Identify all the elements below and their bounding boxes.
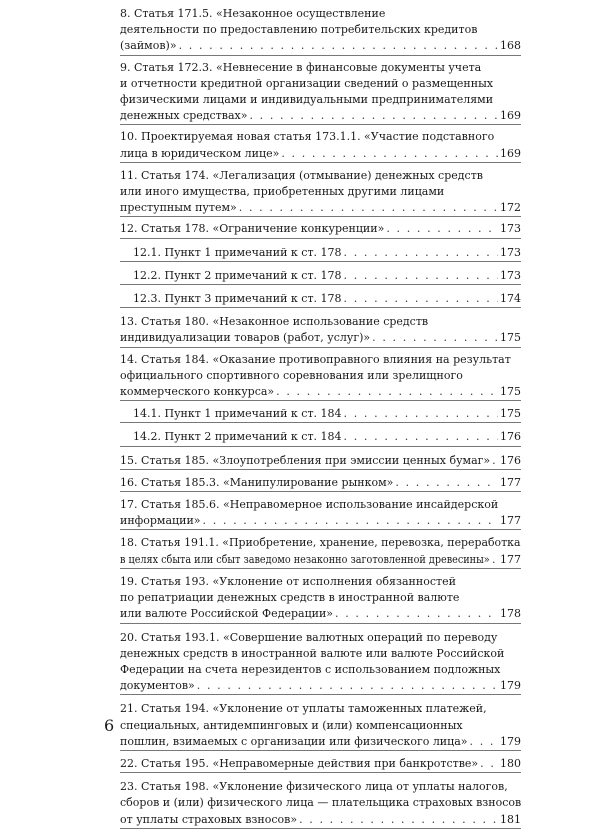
toc-entry-page-number: 169 xyxy=(500,146,521,160)
toc-entry-text-line: физическими лицами и индивидуальными предпринимателями xyxy=(120,93,494,107)
toc-entry-text-line: по репатриации денежных средств в иностранной валюте xyxy=(120,591,460,605)
toc-entry[interactable] xyxy=(120,221,521,238)
toc-entry-text-line: 12.1. Пункт 1 примечаний к ст. 178 xyxy=(133,245,342,259)
dot-leader xyxy=(470,734,498,750)
toc-entry[interactable] xyxy=(120,630,521,696)
toc-entry-text-line: 14.2. Пункт 2 примечаний к ст. 184 xyxy=(133,430,342,444)
toc-entry-text-line: коммерческого конкурса» xyxy=(120,385,275,399)
toc-entry-page-number: 175 xyxy=(500,385,521,399)
toc-entry-text-line: от уплаты страховых взносов» xyxy=(120,812,298,826)
toc-entry[interactable] xyxy=(120,535,521,568)
toc-entry[interactable] xyxy=(120,291,521,308)
toc-entry-text-line: 19. Статья 193. «Уклонение от исполнения обязанностей xyxy=(120,574,456,588)
toc-entry[interactable] xyxy=(120,756,521,773)
toc-entry[interactable] xyxy=(120,268,521,285)
dot-leader xyxy=(344,429,498,445)
toc-entry-page-number: 168 xyxy=(500,39,521,53)
dot-leader xyxy=(299,812,498,828)
toc-entry-text-line: 15. Статья 185. «Злоупотребления при эмиссии ценных бумаг» xyxy=(120,453,491,467)
toc-entry-page-number: 178 xyxy=(500,607,521,621)
toc-entry-text-line: денежных средств в иностранной валюте или валюте Российской xyxy=(120,646,505,660)
toc-entry-text-line: официального спортивного соревнования или зрелищного xyxy=(120,368,463,382)
toc-entry-text-line: и отчетности кредитной организации сведений о размещенных xyxy=(120,76,494,90)
dot-leader xyxy=(276,384,498,400)
dot-leader xyxy=(386,221,498,237)
toc-entry-text-line: 14. Статья 184. «Оказание противоправного влияния на результат xyxy=(120,352,511,366)
dot-leader xyxy=(249,108,498,124)
dot-leader xyxy=(344,268,498,284)
toc-entry-text-line: документов» xyxy=(120,679,195,693)
table-of-contents xyxy=(120,6,521,829)
toc-entry-text-line: или валюте Российской Федерации» xyxy=(120,607,334,621)
toc-entry-text-line: преступным путем» xyxy=(120,201,237,215)
toc-entry-text-line: 10. Проектируемая новая статья 173.1.1. «Участие подставного xyxy=(120,130,495,144)
dot-leader xyxy=(372,330,498,346)
toc-entry-text-line: сборов и (или) физического лица — плательщика страховых взносов xyxy=(120,796,522,810)
toc-entry-text-line: 18. Статья 191.1. «Приобретение, хранение, перевозка, переработка xyxy=(120,536,521,550)
toc-entry-text-line: информации» xyxy=(120,514,201,528)
toc-entry-page-number: 179 xyxy=(500,734,521,748)
dot-leader xyxy=(203,513,498,529)
dot-leader xyxy=(492,552,498,568)
toc-entry[interactable] xyxy=(120,779,521,829)
toc-entry[interactable] xyxy=(120,453,521,470)
dot-leader xyxy=(179,38,498,54)
toc-entry-text-line: 20. Статья 193.1. «Совершение валютных операций по переводу xyxy=(120,630,498,644)
toc-entry-text-line: 21. Статья 194. «Уклонение от уплаты таможенных платежей, xyxy=(120,702,487,716)
toc-entry-text-line: специальных, антидемпинговых и (или) компенсационных xyxy=(120,718,463,732)
dot-leader xyxy=(395,475,498,491)
toc-entry-text-line: 17. Статья 185.6. «Неправомерное использование инсайдерской xyxy=(120,498,499,512)
dot-leader xyxy=(480,756,498,772)
toc-entry-page-number: 177 xyxy=(500,475,521,489)
toc-entry-page-number: 173 xyxy=(500,268,521,282)
toc-entry-page-number: 176 xyxy=(500,430,521,444)
toc-entry-page-number: 176 xyxy=(500,453,521,467)
toc-entry-text-line: 23. Статья 198. «Уклонение физического лица от уплаты налогов, xyxy=(120,780,508,794)
toc-entry-text-line: 12.2. Пункт 2 примечаний к ст. 178 xyxy=(133,268,342,282)
dot-leader xyxy=(492,453,498,469)
toc-entry-page-number: 177 xyxy=(500,514,521,528)
dot-leader xyxy=(197,678,498,694)
toc-entry[interactable] xyxy=(120,314,521,347)
toc-entry[interactable] xyxy=(120,168,521,218)
dot-leader xyxy=(344,291,498,307)
toc-entry-page-number: 175 xyxy=(500,407,521,421)
toc-entry-text-line: деятельности по предоставлению потребительских кредитов xyxy=(120,23,478,37)
toc-entry-page-number: 174 xyxy=(500,292,521,306)
page-number: 6 xyxy=(104,716,115,735)
toc-entry[interactable] xyxy=(120,352,521,402)
toc-entry-page-number: 180 xyxy=(500,756,521,770)
toc-entry[interactable] xyxy=(120,475,521,492)
toc-entry-page-number: 173 xyxy=(500,245,521,259)
toc-entry-page-number: 181 xyxy=(500,812,521,826)
toc-entry-text-line: Федерации на счета нерезидентов с использованием подложных xyxy=(120,662,501,676)
toc-entry-page-number: 169 xyxy=(500,109,521,123)
toc-entry-text-line: в целях сбыта или сбыт заведомо незаконно заготовленной древесины» xyxy=(120,552,490,566)
toc-entry[interactable] xyxy=(120,429,521,446)
dot-leader xyxy=(344,406,498,422)
toc-entry[interactable] xyxy=(120,497,521,530)
dot-leader xyxy=(281,146,498,162)
toc-entry-text-line: 12. Статья 178. «Ограничение конкуренции» xyxy=(120,222,385,236)
toc-entry-text-line: индивидуализации товаров (работ, услуг)» xyxy=(120,331,371,345)
dot-leader xyxy=(335,606,498,622)
toc-entry[interactable] xyxy=(120,129,521,162)
toc-entry[interactable] xyxy=(120,6,521,56)
toc-entry-text-line: лица в юридическом лице» xyxy=(120,146,280,160)
toc-entry-text-line: или иного имущества, приобретенных другими лицами xyxy=(120,185,445,199)
toc-entry-page-number: 179 xyxy=(500,679,521,693)
toc-entry-text-line: (займов)» xyxy=(120,39,177,53)
toc-entry[interactable] xyxy=(120,701,521,751)
toc-entry[interactable] xyxy=(120,245,521,262)
toc-entry-text-line: 9. Статья 172.3. «Невнесение в финансовые документы учета xyxy=(120,60,482,74)
toc-entry-text-line: 12.3. Пункт 3 примечаний к ст. 178 xyxy=(133,292,342,306)
toc-entry-text-line: 16. Статья 185.3. «Манипулирование рынком» xyxy=(120,475,394,489)
toc-entry-page-number: 173 xyxy=(500,222,521,236)
toc-entry-page-number: 175 xyxy=(500,331,521,345)
toc-entry-text-line: 11. Статья 174. «Легализация (отмывание) денежных средств xyxy=(120,168,483,182)
toc-entry-page-number: 177 xyxy=(500,552,521,566)
dot-leader xyxy=(344,245,498,261)
toc-entry-text-line: пошлин, взимаемых с организации или физического лица» xyxy=(120,734,468,748)
toc-entry-text-line: 13. Статья 180. «Незаконное использование средств xyxy=(120,315,429,329)
toc-entry[interactable] xyxy=(120,60,521,126)
toc-entry[interactable] xyxy=(120,574,521,624)
toc-entry-text-line: денежных средствах» xyxy=(120,109,248,123)
dot-leader xyxy=(239,200,498,216)
toc-entry-text-line: 22. Статья 195. «Неправомерные действия при банкротстве» xyxy=(120,756,479,770)
toc-entry-page-number: 172 xyxy=(500,201,521,215)
toc-entry-text-line: 8. Статья 171.5. «Незаконное осуществление xyxy=(120,7,386,20)
toc-entry[interactable] xyxy=(120,406,521,423)
toc-entry-text-line: 14.1. Пункт 1 примечаний к ст. 184 xyxy=(133,407,342,421)
